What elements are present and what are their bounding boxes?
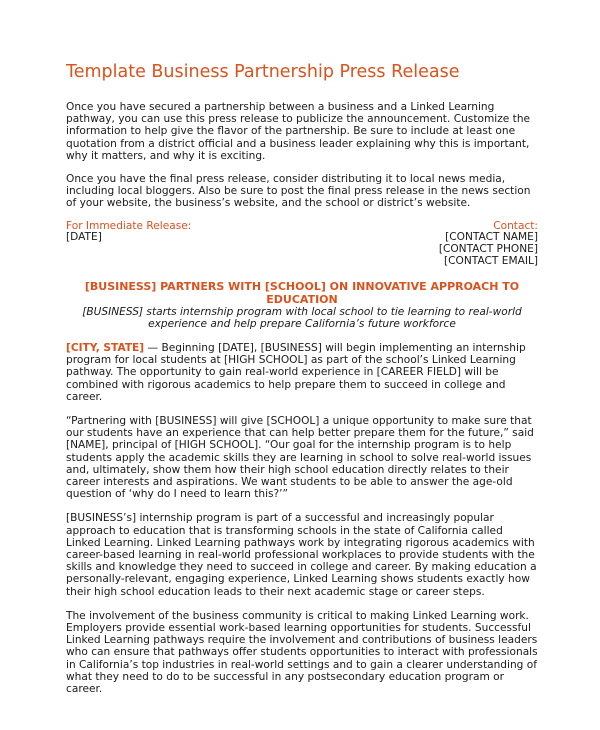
document-content: [66, 60, 538, 707]
dateline: [CITY, STATE]: [66, 342, 145, 354]
contact-block: [439, 221, 538, 268]
release-date: [DATE]: [66, 231, 102, 244]
intro-paragraph-1: Once you have secured a partnership between a business and a Linked Learning pathway, you can use this press release to publicize the announcement. Customize the information to help give the flavor of the partnership. Be sure to include at least one quotation from a district official and a business leader explaining why this is important, why it matters, and why it is exciting.: [66, 101, 531, 162]
body-paragraph-4: The involvement of the business community is critical to making Linked Learning work. Employers provide essential work-based learning opportunities for students. Successful Linked Learning pathways require the involvement and contributions of business leaders who can ensure that pathways offer students opportunities to interact with professionals in California’s top industries in real-world settings and to gain a clearer understanding of what they need to do to be successful in any postsecondary education program or career.: [66, 609, 538, 696]
press-subheadline: [BUSINESS] starts internship program with local school to tie learning to real-world experience and help prepare California’s future workforce: [82, 305, 522, 331]
contact-phone: [CONTACT PHONE]: [438, 243, 538, 256]
body-first-text: — Beginning [DATE], [BUSINESS] will begin implementing an internship program for local students at [HIGH SCHOOL] as part of the school’s Linked Learning pathway. The opportunity to gain real-world experience in [CAREER FIELD] will be combined with rigorous academics to help prepare them to succeed in college and career.: [66, 342, 526, 403]
release-label: For Immediate Release:: [66, 219, 192, 232]
intro-paragraph-2: Once you have the final press release, consider distributing it to local news media, including local bloggers. Also be sure to post the final press release in the news section of your website, the business’s website, and the school or district’s website.: [66, 173, 531, 210]
body-paragraph-2: “Partnering with [BUSINESS] will give [SCHOOL] a unique opportunity to make sure that our students have an experience that can help better prepare them for the future,” said [NAME], principal of [HIGH SCHOOL]. “Our goal for the internship program is to help students apply the academic skills they are learning in school to solve real-world issues and, ultimately, show them how their high school education directly relates to their career interests and aspirations. We want students to be able to answer the age-old question of ‘why do I need to learn this?’”: [66, 415, 534, 501]
contact-name: [CONTACT NAME]: [445, 231, 538, 244]
release-info: [66, 221, 538, 268]
body-paragraph-1: [66, 342, 538, 403]
document-title: Template Business Partnership Press Release: [66, 62, 460, 82]
contact-label: Contact:: [493, 219, 538, 232]
release-left: [66, 221, 191, 245]
contact-email: [CONTACT EMAIL]: [444, 255, 538, 268]
press-headline: [BUSINESS] PARTNERS WITH [SCHOOL] ON INNOVATIVE APPROACH TO EDUCATION: [84, 279, 520, 306]
body-paragraph-3: [BUSINESS’s] internship program is part of a successful and increasingly popular approach to education that is transforming schools in the state of California called Linked Learning. Linked Learning pathways work by integrating rigorous academics with career-based learning in real-world professional workplaces to provide students with the skills and knowledge they need to succeed in college and career. By making education a personally-relevant, engaging experience, Linked Learning shows students exactly how their high school education leads to their next academic stage or career steps.: [66, 512, 537, 598]
